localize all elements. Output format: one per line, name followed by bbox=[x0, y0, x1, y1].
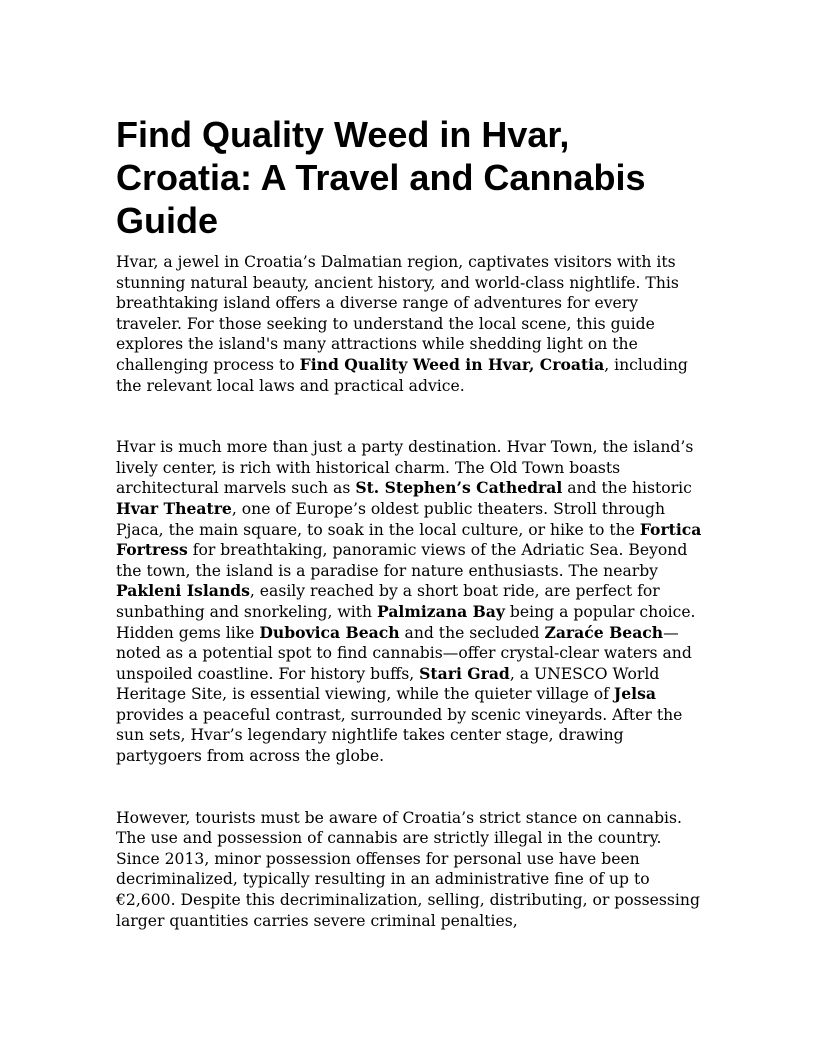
paragraph-laws bbox=[116, 808, 706, 932]
paragraph-gap bbox=[116, 767, 706, 808]
paragraph-text: , a UNESCO World Heritage Site, is essential viewing, while the quieter village of bbox=[116, 664, 660, 704]
paragraph-intro bbox=[116, 252, 706, 396]
paragraph-text: and the secluded bbox=[399, 623, 545, 642]
paragraph-text: However, tourists must be aware of Croatia’s strict stance on cannabis. The use and possession of cannabis are strictly illegal in the country. Since 2013, minor possession offenses for personal use have been decriminalized, typically resulting in an administrative fine of up to €2,600. Despite this decriminalization, selling, distributing, or possessing larger quantities carries severe criminal penalties, bbox=[116, 808, 700, 930]
bold-highlight: Hvar Theatre bbox=[116, 498, 232, 518]
bold-highlight: Find Quality Weed in Hvar, Croatia bbox=[299, 354, 605, 374]
bold-highlight: Pakleni Islands bbox=[116, 581, 250, 601]
paragraph-text: and the historic bbox=[562, 479, 692, 498]
document-page bbox=[116, 113, 706, 931]
paragraph-text: —noted as a potential spot to find cannabis—offer crystal-clear waters and unspoiled coastline. For history buffs, bbox=[116, 623, 692, 683]
paragraph-text: provides a peaceful contrast, surrounded by scenic vineyards. After the sun sets, Hvar’s legendary nightlife takes center stage, drawing partygoers from across the globe. bbox=[116, 705, 683, 766]
bold-highlight: Palmizana Bay bbox=[377, 601, 505, 621]
paragraph-text: being a popular choice. Hidden gems like bbox=[116, 602, 696, 642]
bold-highlight: St. Stephen’s Cathedral bbox=[355, 478, 563, 498]
paragraph-text: for breathtaking, panoramic views of the Adriatic Sea. Beyond the town, the island is a paradise for nature enthusiasts. The nearby bbox=[116, 541, 688, 580]
paragraph-text: Hvar, a jewel in Croatia’s Dalmatian region, captivates visitors with its stunning natural beauty, ancient history, and world-class nightlife. This breathtaking island offers a diverse range of adventures for every traveler. For those seeking to understand the local scene, this guide explores the island's many attractions while shedding light on the challenging process to bbox=[116, 253, 679, 374]
paragraph-text: Hvar is much more than just a party destination. Hvar Town, the island’s lively center, is rich with historical charm. The Old Town boasts architectural marvels such as bbox=[116, 438, 694, 498]
paragraph-text: , including the relevant local laws and practical advice. bbox=[116, 355, 688, 395]
bold-highlight: Stari Grad bbox=[419, 663, 510, 683]
bold-highlight: Zaraće Beach bbox=[544, 622, 664, 642]
paragraph-text: , one of Europe’s oldest public theaters. Stroll through Pjaca, the main square, to soak in the local culture, or hike to the bbox=[116, 499, 666, 539]
bold-highlight: Fortica Fortress bbox=[116, 519, 702, 560]
paragraph-text: , easily reached by a short boat ride, are perfect for sunbathing and snorkeling, with bbox=[116, 582, 660, 621]
document-title: Find Quality Weed in Hvar, Croatia: A Travel and Cannabis Guide bbox=[116, 114, 646, 241]
paragraph-attractions bbox=[116, 437, 706, 767]
bold-highlight: Jelsa bbox=[613, 684, 656, 704]
paragraph-gap bbox=[116, 396, 706, 437]
bold-highlight: Dubovica Beach bbox=[259, 622, 400, 642]
